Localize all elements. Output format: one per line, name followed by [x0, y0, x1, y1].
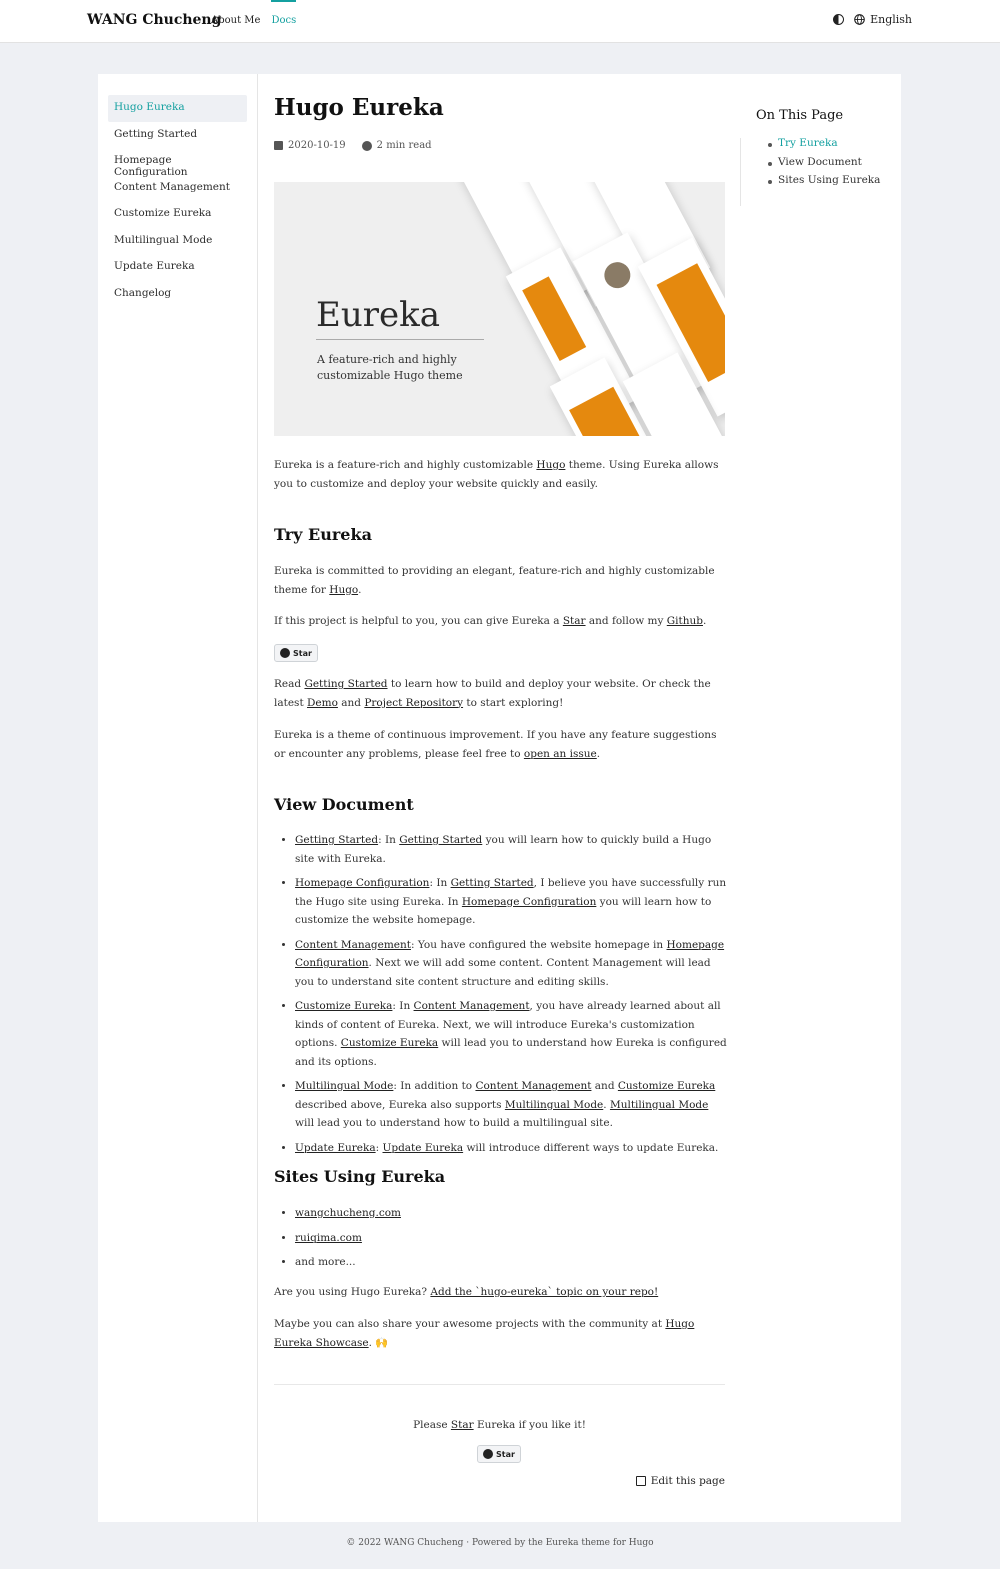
page-title: Hugo Eureka [274, 94, 444, 121]
text: to start exploring! [463, 696, 564, 709]
sidebar-item-update-eureka[interactable]: Update Eureka [114, 260, 195, 272]
hero-divider [316, 339, 484, 340]
sidebar-item-homepage-configuration[interactable]: Homepage Configuration [114, 154, 188, 178]
text: Please [413, 1419, 451, 1431]
text: described above, Eureka also supports [295, 1098, 505, 1111]
text: : You have configured the website homepage in [411, 938, 667, 951]
site-link[interactable]: wangchucheng.com [295, 1207, 401, 1219]
link[interactable]: Update Eureka [382, 1141, 464, 1154]
demo-link[interactable]: Demo [307, 696, 338, 709]
text: Are you using Hugo Eureka? [274, 1286, 431, 1298]
section-heading-sites-using-eureka: Sites Using Eureka [274, 1167, 446, 1186]
showcase-link[interactable]: Hugo Eureka Showcase [274, 1318, 695, 1349]
text: , you have already learned about all kinds of content of Eureka. Next, we will introduce Eureka's customization options. [295, 1000, 721, 1049]
toc-item [756, 174, 880, 193]
toc-item [756, 137, 880, 156]
open-issue-link[interactable]: open an issue [523, 747, 597, 760]
sidebar-item-changelog[interactable]: Changelog [114, 286, 172, 299]
docs-sidebar [98, 74, 258, 1522]
hero-image [274, 182, 725, 436]
link[interactable]: Getting Started [399, 834, 483, 846]
toc-link-try-eureka[interactable]: Try Eureka [778, 137, 838, 149]
github-icon [483, 1449, 493, 1459]
star-label: Star [496, 1449, 515, 1459]
text: : In [392, 1000, 414, 1012]
toc-item [756, 156, 880, 175]
content-card [98, 74, 901, 1522]
toc-title: On This Page [756, 108, 844, 123]
hero-title: Eureka [316, 295, 440, 335]
link[interactable]: Update Eureka [295, 1141, 376, 1154]
text: theme. Using Eureka allows you to customize and deploy your website quickly and easily. [274, 459, 719, 490]
edit-label: Edit this page [650, 1475, 725, 1487]
sidebar-item-multilingual-mode[interactable]: Multilingual Mode [114, 233, 213, 246]
view-document-list [295, 831, 727, 1163]
link[interactable]: Multilingual Mode [504, 1098, 604, 1111]
site-footer: © 2022 WANG Chucheng · Powered by the Eureka theme for Hugo [346, 1538, 654, 1548]
sites-list [295, 1204, 727, 1278]
site-link[interactable]: ruiqima.com [295, 1231, 362, 1244]
list-item [295, 1077, 727, 1133]
add-topic-link[interactable]: Add the `hugo-eureka` topic on your repo! [430, 1286, 659, 1298]
article-meta [274, 140, 432, 151]
github-star-button[interactable] [477, 1445, 521, 1463]
sidebar-item-getting-started[interactable]: Getting Started [114, 127, 198, 140]
link[interactable]: Content Management [413, 1000, 530, 1012]
language-selector[interactable] [854, 13, 912, 26]
nav-right [833, 13, 912, 26]
nav-about-me[interactable]: About Me [211, 15, 261, 26]
intro-paragraph [274, 456, 725, 493]
section-heading-try-eureka: Try Eureka [274, 525, 372, 544]
toc-link-sites-using-eureka[interactable]: Sites Using Eureka [778, 174, 881, 186]
list-item [295, 1139, 727, 1158]
nav-links [211, 15, 296, 26]
language-label: English [870, 13, 912, 26]
site-brand[interactable]: WANG Chucheng [87, 12, 222, 28]
text: to learn how to build and deploy your website. Or check the latest [274, 678, 711, 709]
text: If this project is helpful to you, you can give Eureka a [274, 615, 563, 627]
text: . [596, 747, 601, 760]
try-paragraph-1 [274, 562, 725, 599]
link[interactable]: Homepage Configuration [461, 895, 597, 908]
edit-icon [636, 1476, 646, 1486]
star-link[interactable]: Star [562, 615, 586, 627]
github-link[interactable]: Github [666, 615, 703, 627]
project-repository-link[interactable]: Project Repository [364, 696, 464, 709]
clock-icon [362, 141, 372, 151]
link[interactable]: Customize Eureka [617, 1080, 716, 1092]
calendar-icon [274, 141, 283, 150]
link[interactable]: Getting Started [295, 834, 379, 846]
list-item [295, 1204, 727, 1223]
text: Read [274, 678, 305, 690]
toc-list [756, 137, 880, 193]
sites-paragraph-2 [274, 1315, 725, 1352]
star-label: Star [293, 648, 312, 658]
read-time: 2 min read [376, 140, 432, 151]
text: . [702, 615, 707, 627]
text: will introduce different ways to update Eureka. [463, 1141, 719, 1154]
text: you will learn how to quickly build a Hugo site with Eureka. [295, 834, 712, 865]
try-paragraph-3 [274, 675, 725, 712]
list-item [295, 1229, 727, 1248]
text: Eureka if you like it! [473, 1419, 586, 1431]
text: and [591, 1080, 618, 1092]
star-link[interactable]: Star [450, 1419, 474, 1431]
date-meta [274, 140, 346, 151]
list-item: • and more... [295, 1253, 727, 1272]
getting-started-link[interactable]: Getting Started [304, 678, 388, 690]
link[interactable]: Homepage Configuration [295, 877, 430, 889]
text: and follow my [585, 615, 667, 627]
github-icon [280, 648, 290, 658]
sidebar-item-hugo-eureka[interactable]: Hugo Eureka [108, 95, 247, 122]
github-star-button[interactable] [274, 644, 318, 662]
text: Maybe you can also share your awesome projects with the community at [274, 1318, 666, 1330]
article-date: 2020-10-19 [288, 140, 346, 151]
link[interactable]: Customize Eureka [295, 1000, 393, 1012]
text: and [337, 696, 365, 709]
toc-border [740, 138, 741, 206]
hero-subtitle: A feature-rich and highly customizable Hugo theme [317, 353, 463, 382]
link[interactable]: Content Management [475, 1080, 592, 1092]
try-paragraph-2 [274, 612, 725, 631]
dark-mode-toggle-icon[interactable] [833, 14, 844, 25]
sidebar-item-customize-eureka[interactable]: Customize Eureka [114, 207, 212, 219]
text: : In addition to [393, 1080, 476, 1092]
read-time-meta [362, 140, 432, 151]
text: : In [378, 834, 400, 846]
text: : In [429, 877, 451, 889]
sidebar-item-content-management[interactable]: Content Management [114, 180, 230, 193]
list-item [295, 874, 727, 930]
text: Eureka is a theme of continuous improvement. If you have any feature suggestions or encounter any problems, please feel free to [274, 729, 717, 760]
link[interactable]: Content Management [295, 938, 411, 951]
text: : [375, 1141, 383, 1154]
globe-icon [854, 14, 865, 25]
link[interactable]: Getting Started [450, 877, 534, 889]
toc-link-view-document[interactable]: View Document [778, 155, 862, 168]
text: . [358, 583, 362, 596]
text: . [603, 1098, 610, 1111]
list-item [295, 831, 727, 868]
list-item [295, 997, 727, 1071]
text: . Next we will add some content. Content Management will lead you to understand site content structure and editing skills. [295, 957, 711, 988]
text: Eureka is committed to providing an elegant, feature-rich and highly customizable theme for [274, 565, 715, 596]
navbar [0, 0, 1000, 43]
sites-paragraph-1 [274, 1283, 725, 1302]
link[interactable]: Homepage Configuration [295, 938, 725, 969]
text: will lead you to understand how to build a multilingual site. [295, 1117, 613, 1129]
hugo-link[interactable]: Hugo [536, 459, 566, 471]
link[interactable]: Customize Eureka [340, 1037, 439, 1049]
link[interactable]: Multilingual Mode [295, 1080, 394, 1092]
try-paragraph-4 [274, 726, 725, 763]
edit-page-link[interactable] [636, 1475, 725, 1487]
text: . 🙌 [368, 1336, 389, 1349]
section-heading-view-document: View Document [274, 795, 414, 814]
hugo-link[interactable]: Hugo [329, 583, 359, 596]
text: you will learn how to customize the website homepage. [295, 895, 712, 926]
text: will lead you to understand how Eureka is configured and its options. [295, 1037, 727, 1068]
list-item [295, 936, 727, 992]
nav-docs[interactable]: Docs [271, 15, 297, 26]
text: , I believe you have successfully run the Hugo site using Eureka. In [295, 877, 727, 908]
star-note [274, 1416, 725, 1435]
divider [274, 1384, 725, 1385]
link[interactable]: Multilingual Mode [609, 1098, 709, 1111]
text: Eureka is a feature-rich and highly customizable [274, 459, 537, 471]
